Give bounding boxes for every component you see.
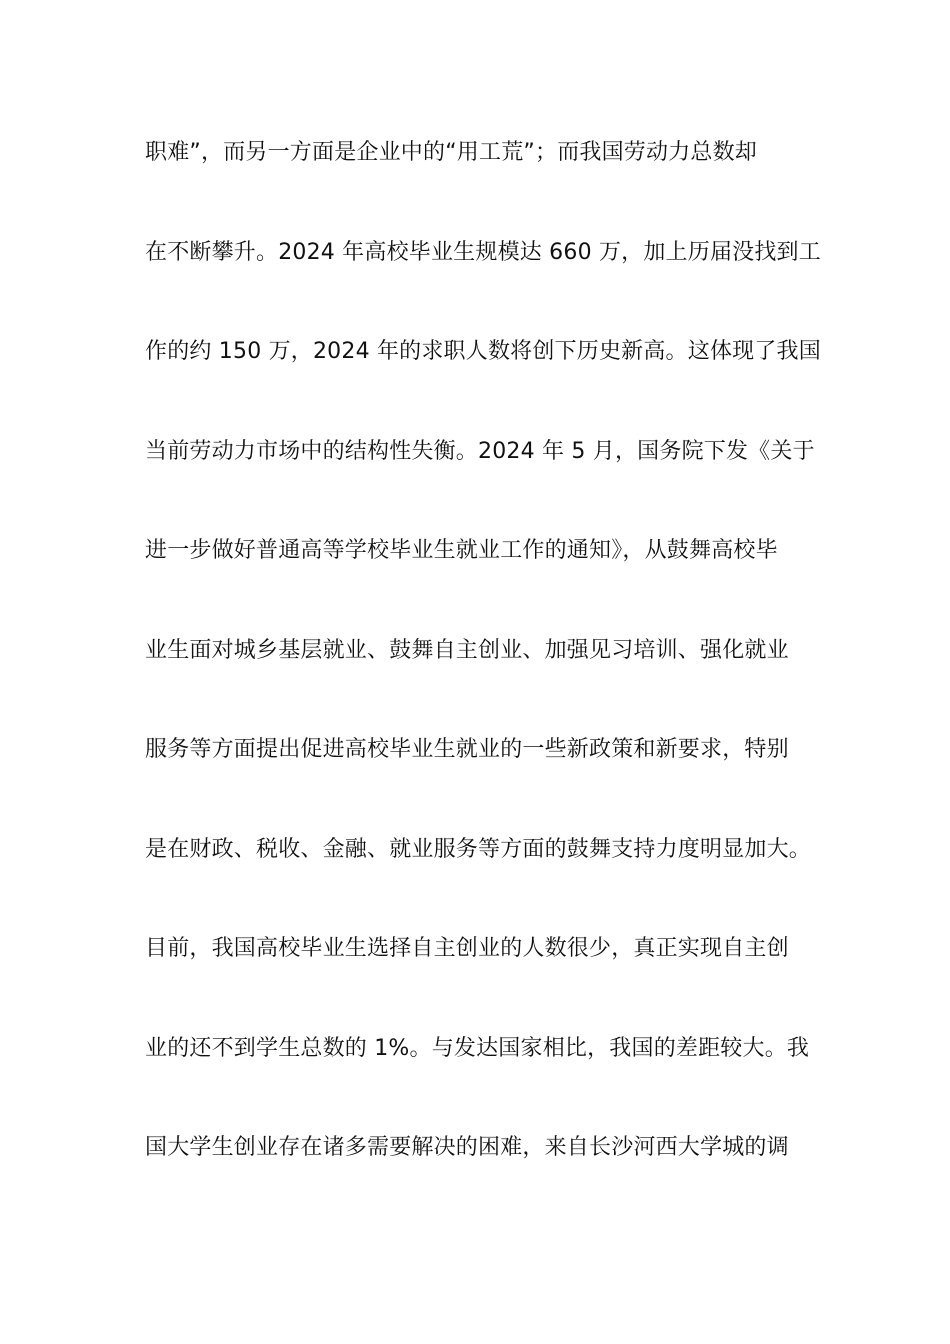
text-line: 是在财政、税收、金融、就业服务等方面的鼓舞支持力度明显加大。 [145,836,812,862]
text-line: 服务等方面提出促进高校毕业生就业的一些新政策和新要求，特别 [145,737,789,762]
text-line: 进一步做好普通高等学校毕业生就业工作的通知》，从鼓舞高校毕 [145,538,778,563]
text-line: 国大学生创业存在诸多需要解决的困难，来自长沙河西大学城的调 [145,1135,789,1160]
text-line: 业生面对城乡基层就业、鼓舞自主创业、加强见习培训、强化就业 [145,637,789,663]
text-line: 职难”，而另一方面是企业中的“用工荒”；而我国劳动力总数却 [145,140,757,165]
text-line: 目前，我国高校毕业生选择自主创业的人数很少，真正实现自主创 [145,936,789,961]
text-line: 在不断攀升。2024 年高校毕业生规模达 660 万，加上历届没找到工 [145,239,821,265]
text-line: 当前劳动力市场中的结构性失衡。2024 年 5 月，国务院下发《关于 [145,438,815,464]
body-text [145,133,821,1228]
text-line: 业的还不到学生总数的 1%。与发达国家相比，我国的差距较大。我 [145,1035,810,1061]
text-line: 作的约 150 万，2024 年的求职人数将创下历史新高。这体现了我国 [145,339,821,364]
